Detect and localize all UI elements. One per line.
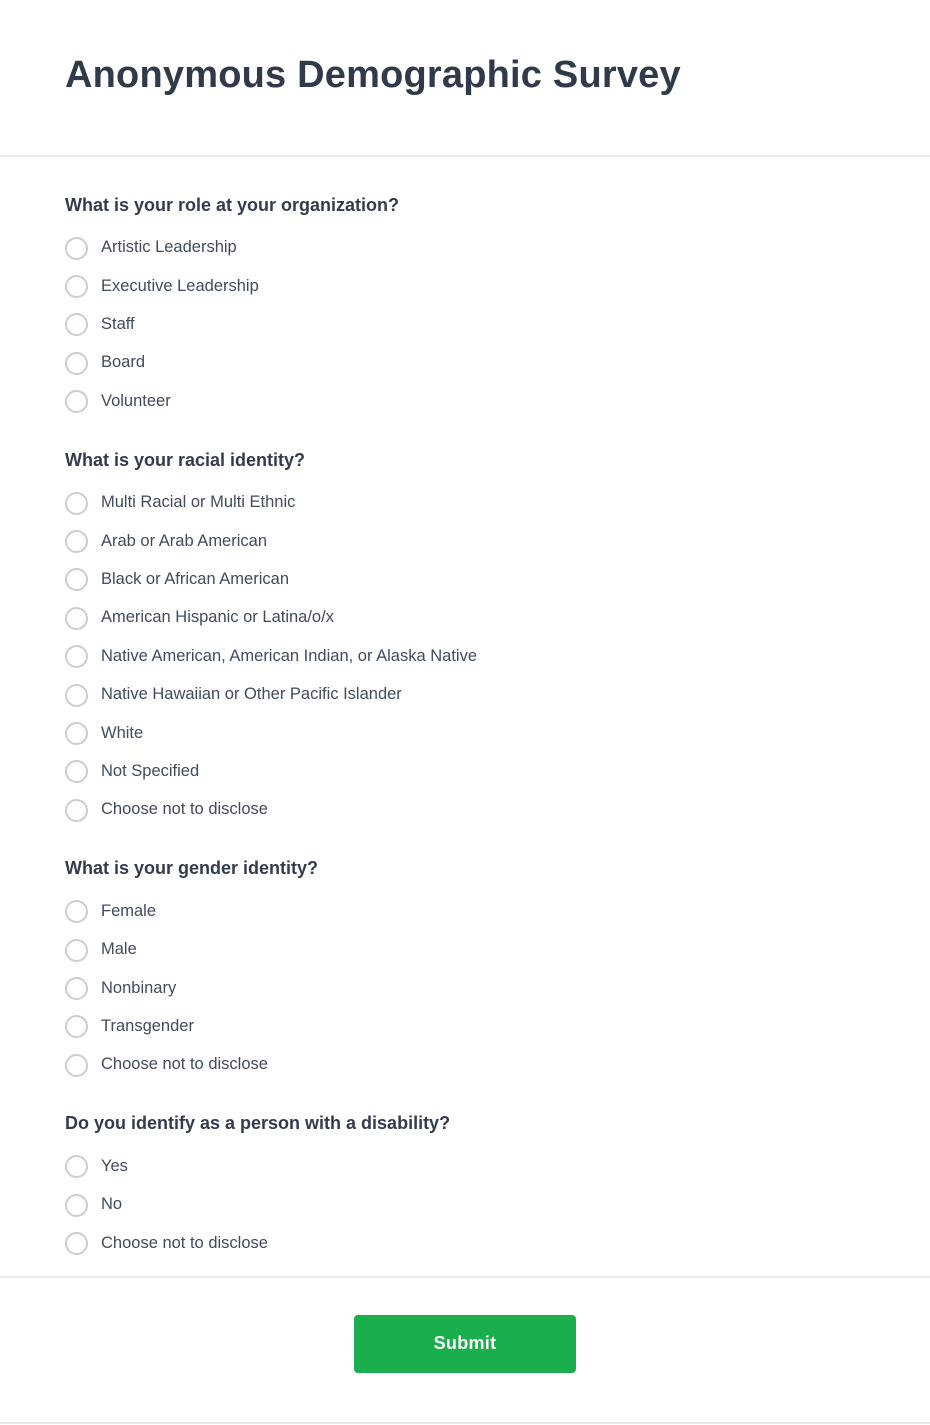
radio-option-label: Executive Leadership <box>101 276 259 295</box>
radio-option-label: Nonbinary <box>101 978 177 997</box>
radio-option[interactable] <box>65 1186 865 1224</box>
radio-button-icon[interactable] <box>65 275 88 298</box>
radio-option[interactable] <box>65 599 865 637</box>
radio-option[interactable] <box>65 714 865 752</box>
radio-option[interactable] <box>65 561 865 599</box>
radio-button-icon[interactable] <box>65 390 88 413</box>
radio-option[interactable] <box>65 1224 865 1262</box>
page-bottom-strip <box>0 1422 930 1424</box>
radio-option-label: Female <box>101 901 157 920</box>
radio-option[interactable] <box>65 306 865 344</box>
radio-option[interactable] <box>65 753 865 791</box>
radio-option-label: Choose not to disclose <box>101 800 268 819</box>
radio-button-icon[interactable] <box>65 1232 88 1255</box>
radio-option-label: American Hispanic or Latina/o/x <box>101 608 334 627</box>
radio-option[interactable] <box>65 383 865 421</box>
radio-option-label: No <box>101 1195 123 1214</box>
radio-option-label: White <box>101 723 144 742</box>
radio-option-label: Yes <box>101 1156 128 1175</box>
radio-option[interactable] <box>65 1008 865 1046</box>
form-title: Anonymous Demographic Survey <box>65 54 681 96</box>
radio-button-icon[interactable] <box>65 530 88 553</box>
radio-option-label: Black or African American <box>101 570 289 589</box>
radio-option[interactable] <box>65 676 865 714</box>
question-block <box>65 855 865 1084</box>
radio-option[interactable] <box>65 1147 865 1185</box>
question-block <box>65 1110 865 1262</box>
radio-option[interactable] <box>65 344 865 382</box>
radio-button-icon[interactable] <box>65 977 88 1000</box>
questions <box>0 192 930 1263</box>
radio-button-icon[interactable] <box>65 352 88 375</box>
question-label: What is your racial identity? <box>65 449 306 470</box>
question-block <box>65 192 865 421</box>
radio-button-icon[interactable] <box>65 760 88 783</box>
radio-option[interactable] <box>65 892 865 930</box>
radio-button-icon[interactable] <box>65 645 88 668</box>
form-header <box>0 0 930 98</box>
radio-option-label: Volunteer <box>101 391 171 410</box>
radio-button-icon[interactable] <box>65 1054 88 1077</box>
header-divider <box>0 155 930 157</box>
radio-button-icon[interactable] <box>65 722 88 745</box>
radio-button-icon[interactable] <box>65 607 88 630</box>
radio-option-label: Arab or Arab American <box>101 531 267 550</box>
radio-option-label: Board <box>101 353 146 372</box>
radio-button-icon[interactable] <box>65 1155 88 1178</box>
radio-option-label: Artistic Leadership <box>101 238 237 257</box>
radio-button-icon[interactable] <box>65 492 88 515</box>
question-label: What is your gender identity? <box>65 858 319 879</box>
radio-option-label: Staff <box>101 315 135 334</box>
radio-option[interactable] <box>65 267 865 305</box>
radio-option-label: Native Hawaiian or Other Pacific Islander <box>101 685 402 704</box>
radio-button-icon[interactable] <box>65 1015 88 1038</box>
radio-option[interactable] <box>65 969 865 1007</box>
radio-button-icon[interactable] <box>65 313 88 336</box>
radio-button-icon[interactable] <box>65 237 88 260</box>
radio-option[interactable] <box>65 931 865 969</box>
radio-button-icon[interactable] <box>65 684 88 707</box>
radio-option[interactable] <box>65 229 865 267</box>
radio-option-label: Multi Racial or Multi Ethnic <box>101 493 296 512</box>
radio-button-icon[interactable] <box>65 568 88 591</box>
radio-option-label: Male <box>101 940 137 959</box>
question-block <box>65 447 865 830</box>
question-label: Do you identify as a person with a disability? <box>65 1113 451 1134</box>
radio-option-label: Not Specified <box>101 761 200 780</box>
radio-button-icon[interactable] <box>65 1194 88 1217</box>
radio-option[interactable] <box>65 522 865 560</box>
radio-option-label: Native American, American Indian, or Alaska Native <box>101 646 478 665</box>
radio-option[interactable] <box>65 484 865 522</box>
radio-button-icon[interactable] <box>65 900 88 923</box>
radio-option[interactable] <box>65 791 865 829</box>
radio-option[interactable] <box>65 1046 865 1084</box>
question-label: What is your role at your organization? <box>65 195 400 215</box>
radio-button-icon[interactable] <box>65 939 88 962</box>
radio-option-label: Transgender <box>101 1016 194 1035</box>
radio-option-label: Choose not to disclose <box>101 1055 268 1074</box>
form-footer <box>0 1278 930 1373</box>
radio-button-icon[interactable] <box>65 799 88 822</box>
radio-option[interactable] <box>65 638 865 676</box>
submit-button[interactable]: Submit <box>354 1315 576 1373</box>
radio-option-label: Choose not to disclose <box>101 1233 268 1252</box>
